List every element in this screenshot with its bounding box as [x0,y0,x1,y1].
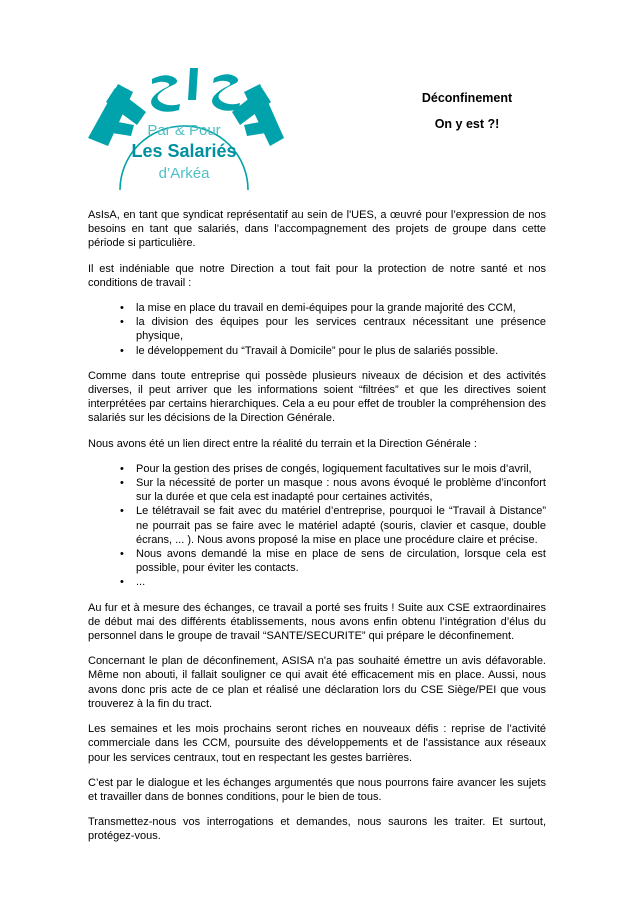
document-header [0,0,635,200]
paragraph-intro: AsIsA, en tant que syndicat représentatif au sein de l'UES, a œuvré pour l’expression de nos besoins en tant que salariés, dans l’accompagnement des projets de groupe dans cette période si particulière. [88,209,546,250]
paragraph-fruits: Au fur et à mesure des échanges, ce travail a porté ses fruits ! Suite aux CSE extraordinaires de début mai des différents établissements, nous avons enfin obtenu l’intégration d’élus du personnel dans le groupe de travail “SANTE/SECURITE” qui prépare le déconfinement. [88,601,546,643]
title-main: Déconfinement [421,91,513,105]
list-item: • le développement du “Travail à Domicile” pour le plus de salariés possible. [136,344,546,358]
page-title [352,92,582,131]
list-item: • la mise en place du travail en demi-équipes pour la grande majorité des CCM, [136,301,546,315]
paragraph-plan: Concernant le plan de déconfinement, ASISA n'a pas souhaité émettre un avis défavorable. Même non abouti, il fallait souligner ce qui avait été efficacement mis en place. Aussi, nous avons donc pris acte de ce plan et réalisé une déclaration lors du CSE Siège/PEI que vous trouverez à la fin du tract. [88,655,546,710]
paragraph-avenir: Les semaines et les mois prochains seront riches en nouveaux défis : reprise de l’activité commerciale dans les CCM, poursuite des développements et de l'assistance aux réseaux pour les services centraux, tout en respectant les gestes barrières. [88,723,546,764]
asisa-logo-icon [84,62,284,192]
paragraph-protection-intro: Il est indéniable que notre Direction a tout fait pour la protection de notre santé et nos conditions de travail : [88,262,546,289]
paragraph-hierarchy: Comme dans toute entreprise qui possède plusieurs niveaux de décision et des activités diverses, il peut arriver que les informations soient “filtrées” et que les directives soient interprétées par certains hierarchiques. Cela a eu pour effet de troubler la compréhension des salariés sur les décisions de la Direction Générale. [88,369,546,425]
list-item: • Nous avons demandé la mise en place de sens de circulation, lorsque cela est possible, pour éviter les contacts. [136,547,546,575]
svg-text:Par & Pour: Par & Pour [147,122,221,139]
asisa-logo [84,62,284,192]
list-item: • ... [136,575,546,589]
list-item: • Pour la gestion des prises de congés, logiquement facultatives sur le mois d’avril, [136,462,546,476]
list-protection [88,301,546,358]
svg-text:Les Salariés: Les Salariés [131,141,237,161]
paragraph-contact: Transmettez-nous vos interrogations et demandes, nous saurons les traiter. Et surtout, protégez-vous. [88,816,546,843]
list-item: • Sur la nécessité de porter un masque : nous avons évoqué le problème d’inconfort sur la durée et que cela est inadapté pour certaines activités, [136,476,546,504]
paragraph-dialogue: C’est par le dialogue et les échanges argumentés que nous pourrons faire avancer les sujets et travailler dans de bonnes conditions, pour le bien de tous. [88,776,546,803]
list-item: • Le télétravail se fait avec du matériel d’entreprise, pourquoi le “Travail à Distance” ne pourrait pas se faire avec le matériel adapté (souris, clavier et casque, double écrans, ... ). Nous avons proposé la mise en place une procédure claire et précise. [136,504,546,547]
document-body [88,208,546,855]
paragraph-lien-direct-intro: Nous avons été un lien direct entre la réalité du terrain et la Direction Générale : [88,437,477,450]
list-item: • la division des équipes pour les services centraux nécessitant une présence physique, [136,315,546,343]
list-lien-direct [88,462,546,590]
title-subtitle: On y est ?! [434,117,500,132]
svg-text:d’Arkéa: d’Arkéa [158,165,210,182]
